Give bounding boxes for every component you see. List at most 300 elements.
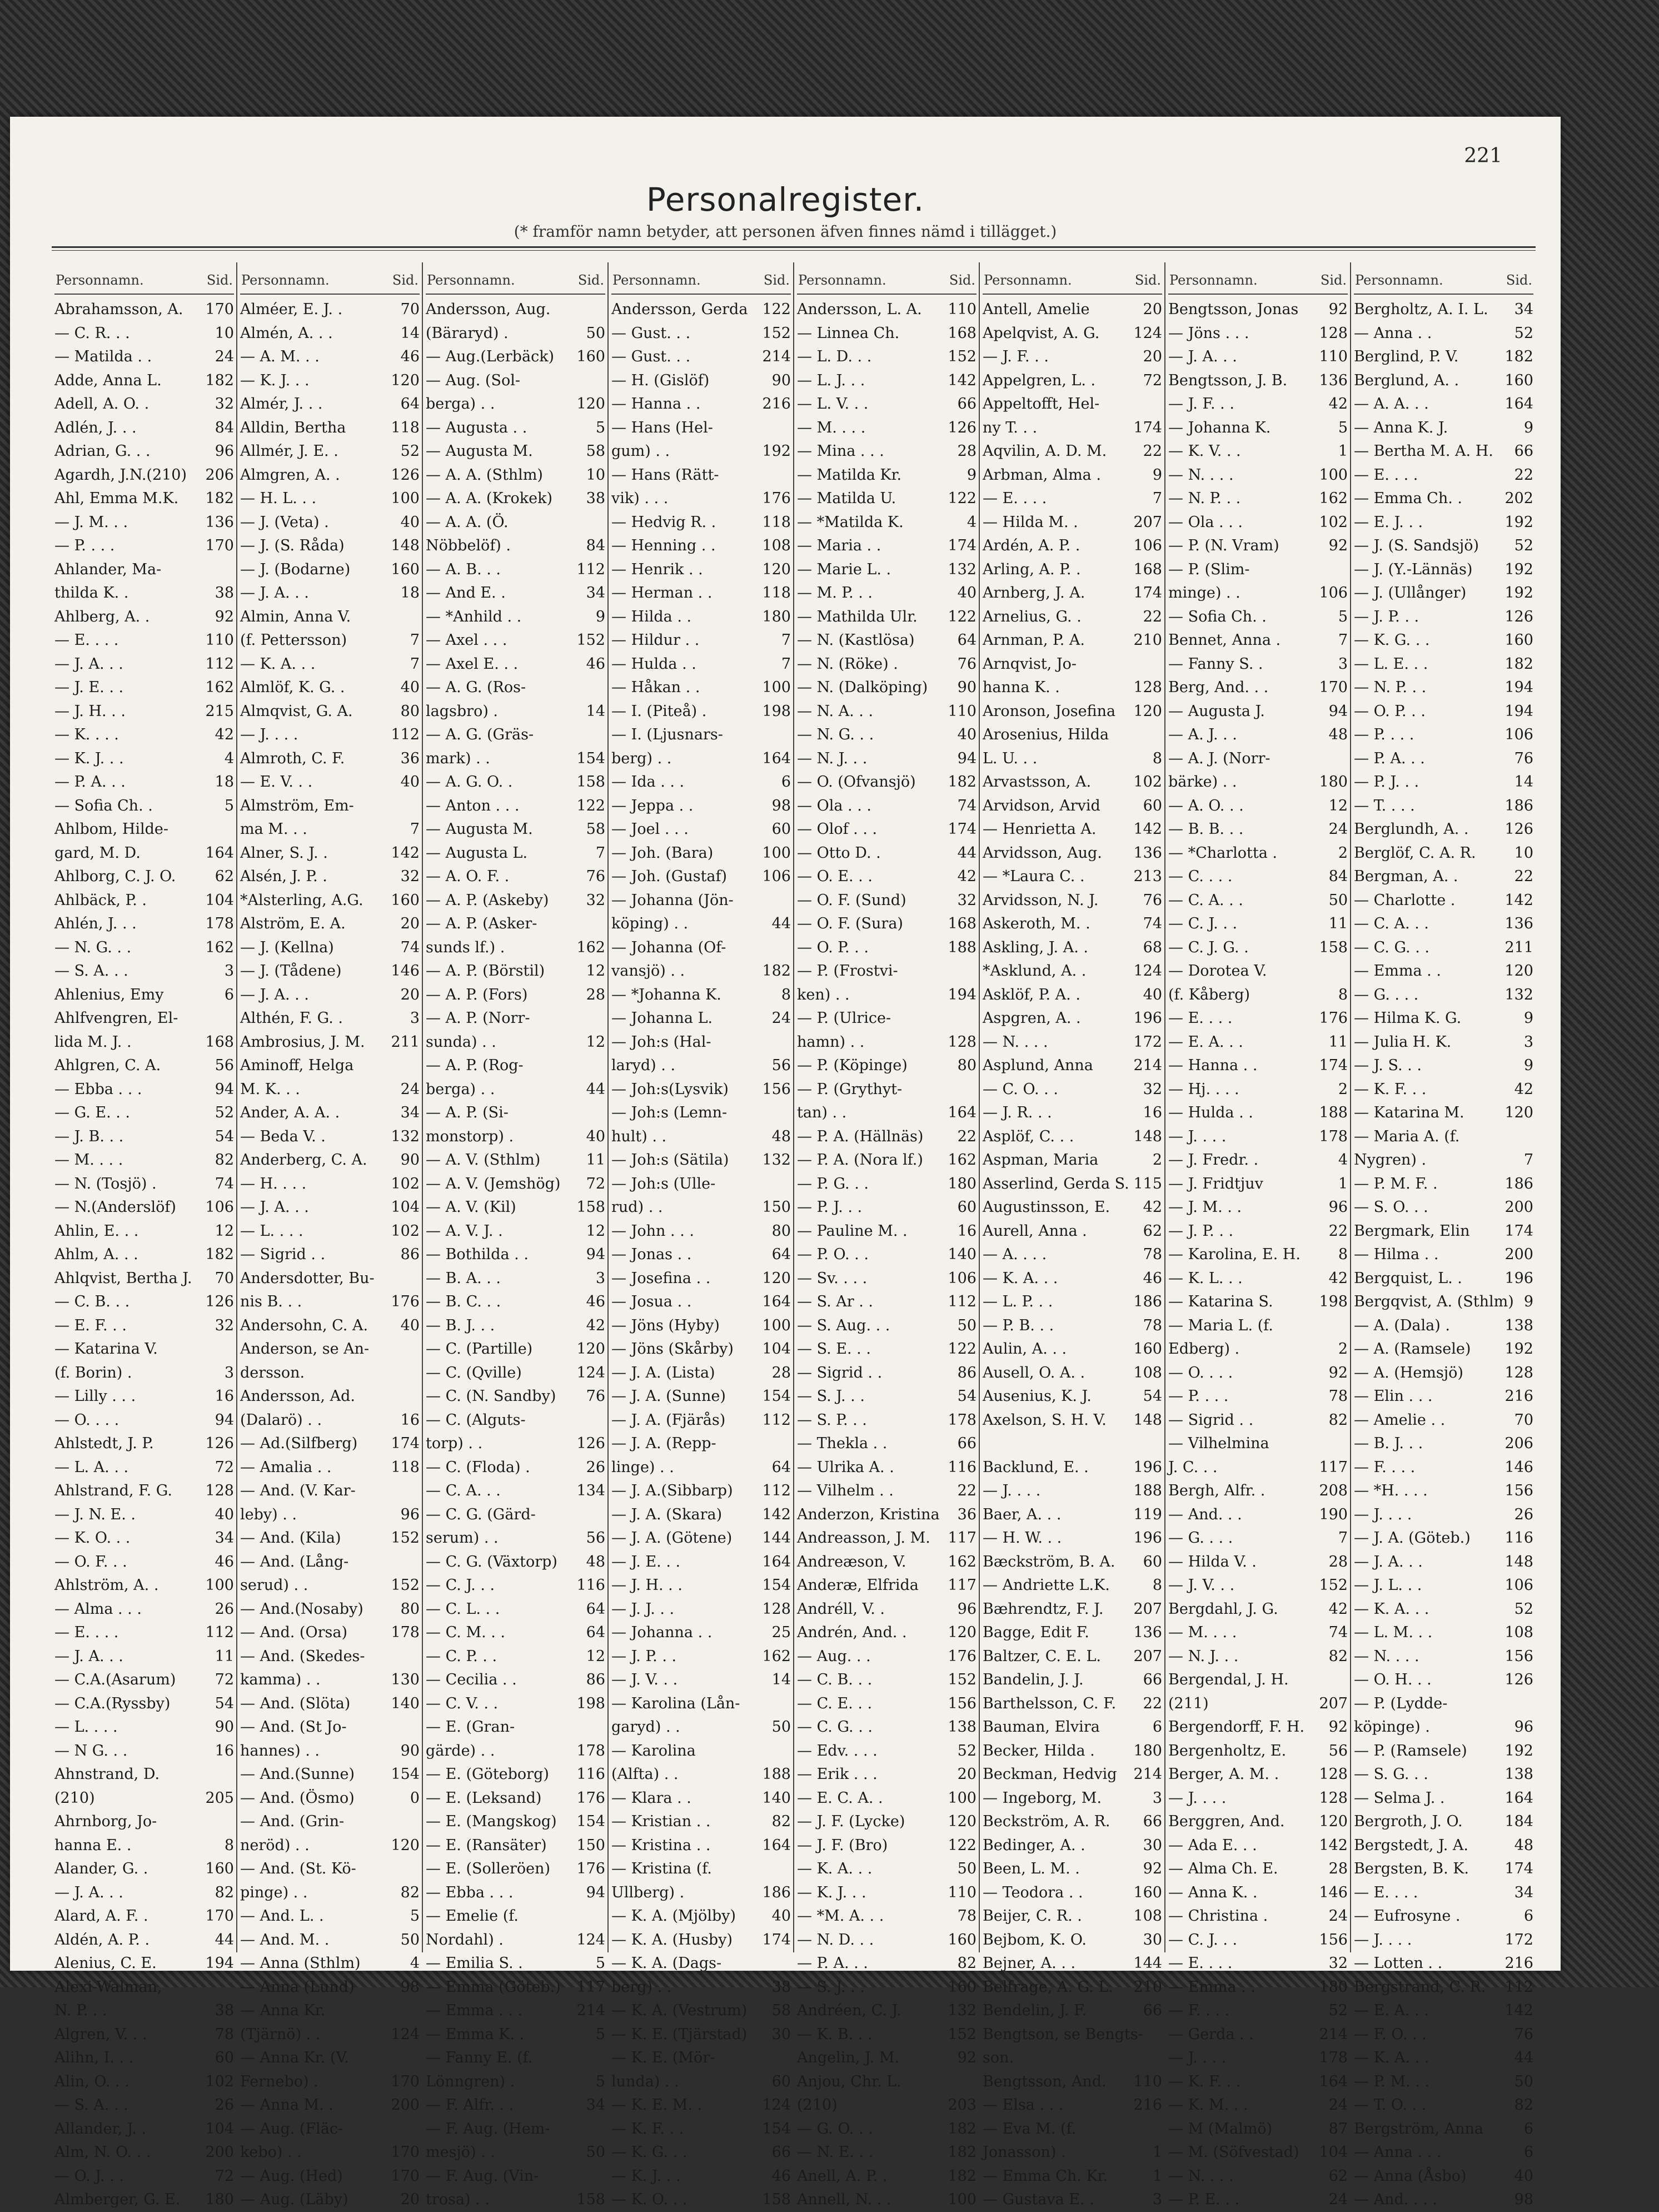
entry-name: — K. A. . . xyxy=(1354,1600,1429,1618)
register-entry xyxy=(1354,1078,1533,1102)
register-entry xyxy=(611,511,791,535)
register-entry xyxy=(240,2023,420,2047)
entry-name: Aldén, A. P. . xyxy=(54,1931,150,1948)
entry-name: — N. J. . . xyxy=(1168,1647,1239,1665)
entry-page: 94 xyxy=(215,1080,234,1098)
register-entry xyxy=(54,842,234,866)
entry-name: — K. A. . . xyxy=(797,1860,873,1877)
entry-name: — H. (Gislöf) xyxy=(611,371,710,389)
entry-name: — G. E. . . xyxy=(54,1104,130,1121)
register-entry xyxy=(797,1550,977,1574)
entry-name: — J. F. (Bro) xyxy=(797,1836,888,1854)
entry-name: *Asklund, A. . xyxy=(983,962,1087,980)
entry-name: — A. P. (Asker- xyxy=(426,915,537,932)
entry-page: 174 xyxy=(762,1931,791,1948)
register-entry xyxy=(1168,1101,1348,1125)
register-entry xyxy=(426,1267,605,1291)
register-entry xyxy=(54,1952,234,1976)
register-entry xyxy=(983,2165,1162,2189)
entry-page: 180 xyxy=(1319,773,1348,791)
register-entry xyxy=(797,1763,977,1787)
register-entry xyxy=(797,629,977,653)
entry-page: 28 xyxy=(586,986,605,1003)
entry-page: 192 xyxy=(1504,560,1533,578)
entry-name: — Emelie (f. xyxy=(426,1907,519,1925)
entry-name: — P. M. F. . xyxy=(1354,1175,1438,1192)
register-entry xyxy=(611,1007,791,1031)
entry-name: hanna E. . xyxy=(54,1836,132,1854)
entry-page: 40 xyxy=(400,773,420,791)
entry-name: — C. G. (Växtorp) xyxy=(426,1553,557,1570)
register-entry xyxy=(1354,511,1533,535)
entry-page: 46 xyxy=(1143,1269,1162,1287)
entry-page: 120 xyxy=(762,560,791,578)
register-entry xyxy=(426,1952,605,1976)
entry-page: 16 xyxy=(215,1742,234,1759)
register-entry xyxy=(240,1668,420,1692)
entry-page: 106 xyxy=(948,1269,977,1287)
entry-page: 158 xyxy=(576,1199,605,1216)
entry-page: 60 xyxy=(1143,797,1162,814)
entry-page: 18 xyxy=(215,773,234,791)
entry-name: — L. D. . . xyxy=(797,348,872,365)
entry-name: — A. P. (Si- xyxy=(426,1104,509,1121)
register-entry xyxy=(1354,1243,1533,1267)
register-entry xyxy=(983,936,1162,960)
entry-name: Appeltofft, Hel- xyxy=(983,395,1100,412)
entry-name: N. P. . . xyxy=(54,2002,107,2019)
entry-name: — C. R. . . xyxy=(54,324,130,342)
entry-name: — Fanny E. (f. xyxy=(426,2049,533,2066)
entry-name: — A. P. (Norr- xyxy=(426,1010,530,1027)
entry-page: 28 xyxy=(1328,1860,1348,1877)
entry-page: 164 xyxy=(762,749,791,767)
register-entry xyxy=(426,1928,605,1952)
register-entry xyxy=(240,1692,420,1716)
register-entry xyxy=(1168,629,1348,653)
entry-page: 216 xyxy=(1504,1388,1533,1405)
register-entry xyxy=(797,369,977,393)
entry-page: 54 xyxy=(215,1127,234,1145)
entry-page: 214 xyxy=(762,348,791,365)
entry-page: 156 xyxy=(1504,1482,1533,1499)
entry-name: Ahlqvist, Bertha J. xyxy=(54,1269,192,1287)
entry-name: — Hilda M. . xyxy=(983,513,1078,531)
entry-page: 0 xyxy=(410,1789,420,1807)
entry-page: 172 xyxy=(1504,1931,1533,1948)
register-entry xyxy=(240,1621,420,1645)
entry-page: 70 xyxy=(400,301,420,318)
entry-name: — A. J. . . xyxy=(1168,726,1237,743)
entry-name: Ander, A. A. . xyxy=(240,1104,340,1121)
entry-page: 78 xyxy=(1143,1246,1162,1263)
register-entry xyxy=(1354,464,1533,488)
entry-page: 56 xyxy=(771,1057,791,1074)
register-entry xyxy=(240,345,420,369)
entry-page: 9 xyxy=(595,608,605,625)
entry-page: 9 xyxy=(966,466,977,484)
register-entry xyxy=(1354,1290,1533,1314)
entry-name: — M. P. . . xyxy=(797,584,873,602)
register-entry xyxy=(611,1361,791,1385)
register-entry xyxy=(611,1432,791,1456)
entry-name: — J. A. (Sunne) xyxy=(611,1388,726,1405)
entry-name: — S. P. . . xyxy=(797,1411,867,1429)
entry-name: — L. J. . . xyxy=(797,371,865,389)
register-entry xyxy=(1354,1857,1533,1881)
register-entry xyxy=(611,936,791,960)
entry-page: 98 xyxy=(400,1978,420,1996)
entry-page: 26 xyxy=(586,1458,605,1476)
entry-page: 126 xyxy=(205,1293,234,1310)
entry-name: — Marie L. . xyxy=(797,560,891,578)
register-entry xyxy=(983,1007,1162,1031)
register-entry xyxy=(983,1031,1162,1055)
register-entry xyxy=(426,1007,605,1031)
entry-name: — J. A. . . xyxy=(1354,1553,1423,1570)
entry-name: — Mina . . . xyxy=(797,443,884,460)
register-entry xyxy=(54,1716,234,1739)
register-entry xyxy=(1168,581,1348,605)
entry-name: — Sofia Ch. . xyxy=(1168,608,1267,625)
entry-page: 20 xyxy=(957,1766,977,1783)
entry-page: 104 xyxy=(391,1199,420,1216)
register-entry xyxy=(797,1456,977,1480)
entry-page: 76 xyxy=(586,868,605,885)
register-entry xyxy=(797,865,977,889)
entry-name xyxy=(983,1432,988,1456)
entry-name: — J. A. . . xyxy=(240,584,309,602)
register-entry xyxy=(983,1409,1162,1433)
entry-name: — E. (Solleröen) xyxy=(426,1860,551,1877)
column-header-name: Personnamn. xyxy=(612,272,701,288)
entry-name: Arvastsson, A. xyxy=(983,773,1092,791)
register-entry xyxy=(797,1409,977,1433)
entry-page: 1 xyxy=(1152,2167,1162,2185)
entry-page: 112 xyxy=(1504,1978,1533,1996)
register-entry xyxy=(983,1999,1162,2023)
entry-page: 4 xyxy=(966,513,977,531)
entry-page: 182 xyxy=(948,2167,977,2185)
register-entry xyxy=(1354,1692,1533,1716)
entry-page: 213 xyxy=(1133,868,1162,885)
register-entry xyxy=(1354,1928,1533,1952)
register-entry xyxy=(240,2165,420,2189)
entry-name: — Erik . . . xyxy=(797,1766,878,1783)
entry-page: 86 xyxy=(586,1671,605,1688)
register-entry xyxy=(54,345,234,369)
entry-name: vik) . . . xyxy=(611,490,669,507)
register-entry xyxy=(611,2046,791,2070)
register-entry xyxy=(426,1668,605,1692)
entry-page: 124 xyxy=(576,1931,605,1948)
entry-name: — Joh:s (Ulle- xyxy=(611,1175,716,1192)
entry-name: — A. V. (Jemshög) xyxy=(426,1175,561,1192)
register-entry xyxy=(54,1857,234,1881)
register-entry xyxy=(426,676,605,700)
entry-page: 7 xyxy=(1152,490,1162,507)
entry-name: — C. A. . . xyxy=(1168,891,1243,909)
entry-name: — J. R. . . xyxy=(983,1104,1052,1121)
entry-name: — O. (Ofvansjö) xyxy=(797,773,916,791)
entry-page: 184 xyxy=(1504,1813,1533,1830)
entry-name: Anderberg, C. A. xyxy=(240,1151,367,1169)
register-entry xyxy=(426,1787,605,1811)
register-entry xyxy=(1354,1621,1533,1645)
entry-name: Bergendorff, F. H. xyxy=(1168,1718,1305,1736)
register-entry xyxy=(1168,1172,1348,1196)
column-header-name: Personnamn. xyxy=(1169,272,1258,288)
entry-name: — Hj. . . . xyxy=(1168,1080,1239,1098)
register-entry xyxy=(1354,1645,1533,1669)
entry-name: — A. A. (Krokek) xyxy=(426,490,553,507)
register-entry xyxy=(426,1999,605,2023)
register-entry xyxy=(983,1314,1162,1338)
entry-name: Bergroth, J. O. xyxy=(1354,1813,1463,1830)
register-entry xyxy=(54,1031,234,1055)
register-entry xyxy=(240,2117,420,2141)
entry-page: 5 xyxy=(224,797,234,814)
entry-page: 116 xyxy=(948,1458,977,1476)
entry-name: — E. (Gran- xyxy=(426,1718,515,1736)
entry-page: 164 xyxy=(1319,2072,1348,2090)
entry-page: 22 xyxy=(957,1127,977,1145)
entry-page: 5 xyxy=(1338,608,1348,625)
register-entry xyxy=(611,1621,791,1645)
register-entry xyxy=(611,1668,791,1692)
register-entry xyxy=(1354,1361,1533,1385)
entry-name: — K. J. . . xyxy=(54,749,124,767)
register-entry xyxy=(54,298,234,322)
entry-page: 148 xyxy=(1133,1127,1162,1145)
register-entry xyxy=(611,322,791,346)
register-entry xyxy=(1354,1763,1533,1787)
entry-name: — Maria . . xyxy=(797,537,881,554)
entry-name: — N. A. . . xyxy=(797,702,874,720)
entry-page: 178 xyxy=(1319,2049,1348,2066)
register-entry xyxy=(797,676,977,700)
entry-name: hult) . . xyxy=(611,1127,667,1145)
entry-page: 214 xyxy=(576,2002,605,2019)
entry-name: (210) xyxy=(54,1789,95,1807)
register-entry xyxy=(240,1338,420,1361)
entry-name: — S. J. . . xyxy=(797,1978,865,1996)
entry-name: — Sigrid . . xyxy=(1168,1411,1254,1429)
entry-name: — Johanna . . xyxy=(611,1624,713,1641)
entry-name: — N. (Tosjö) . xyxy=(54,1175,157,1192)
register-entry xyxy=(983,605,1162,629)
entry-page: 28 xyxy=(957,443,977,460)
column-header-name: Personnamn. xyxy=(427,272,515,288)
entry-name: — N. . . . xyxy=(1354,1647,1419,1665)
entry-page: 120 xyxy=(762,1269,791,1287)
column-header-page: Sid. xyxy=(1506,272,1532,288)
entry-page: 106 xyxy=(1133,537,1162,554)
entry-page: 172 xyxy=(1133,1033,1162,1051)
entry-name: — M. . . . xyxy=(797,419,866,436)
register-entry xyxy=(983,1503,1162,1527)
register-entry xyxy=(1354,1338,1533,1361)
entry-page: 210 xyxy=(1133,632,1162,649)
register-entry xyxy=(611,2165,791,2189)
register-entry xyxy=(54,1787,234,1811)
entry-name: ma M. . . xyxy=(240,821,307,838)
entry-page: 142 xyxy=(1319,1836,1348,1854)
register-entry xyxy=(240,581,420,605)
entry-name: — C. P. . . xyxy=(426,1647,497,1665)
register-entry xyxy=(1168,1125,1348,1149)
register-entry xyxy=(1354,1031,1533,1055)
page-title: Personalregister. xyxy=(646,181,925,218)
register-entry xyxy=(611,1857,791,1881)
entry-name: minge) . . xyxy=(1168,584,1240,602)
entry-page: 206 xyxy=(205,466,234,484)
entry-page: 9 xyxy=(1523,1057,1533,1074)
register-entry xyxy=(1168,1668,1348,1692)
register-entry xyxy=(983,865,1162,889)
entry-name: — J. P. . . xyxy=(1354,608,1419,625)
entry-page: 160 xyxy=(391,560,420,578)
entry-name: — Anna K. J. xyxy=(1354,419,1448,436)
register-entry xyxy=(797,818,977,842)
entry-page: 142 xyxy=(1504,891,1533,909)
entry-page: 70 xyxy=(215,1269,234,1287)
entry-name: Belfrage, A. G. L. xyxy=(983,1978,1113,1996)
entry-name: Almström, Em- xyxy=(240,797,354,814)
entry-page: 50 xyxy=(771,1718,791,1736)
register-entry xyxy=(797,1976,977,2000)
register-entry xyxy=(797,1952,977,1976)
entry-name: — Ola . . . xyxy=(797,797,871,814)
entry-name: — C. . . . xyxy=(1168,868,1233,885)
entry-name: — Anna . . . xyxy=(1354,2144,1442,2161)
register-entry xyxy=(54,1007,234,1031)
register-entry xyxy=(1354,1125,1533,1149)
entry-page: 214 xyxy=(1319,2025,1348,2043)
entry-name: — J. . . . xyxy=(240,726,298,743)
register-entry xyxy=(797,2046,977,2070)
register-entry xyxy=(54,440,234,464)
register-entry xyxy=(1354,1385,1533,1409)
entry-name: lida M. J. . xyxy=(54,1033,132,1051)
entry-name: Bergh, Alfr. . xyxy=(1168,1482,1266,1499)
entry-name: Berger, A. M. . xyxy=(1168,1766,1279,1783)
entry-name: — C. A. . . xyxy=(1354,915,1429,932)
entry-name: — C. (Alguts- xyxy=(426,1411,526,1429)
entry-page: 44 xyxy=(957,844,977,862)
register-entry xyxy=(797,842,977,866)
entry-page: 176 xyxy=(762,490,791,507)
register-entry xyxy=(240,1196,420,1220)
register-entry xyxy=(1168,1928,1348,1952)
entry-page: 24 xyxy=(1328,821,1348,838)
register-entry xyxy=(983,1290,1162,1314)
register-entry xyxy=(1168,345,1348,369)
entry-page: 1 xyxy=(1338,443,1348,460)
entry-name: Arbman, Alma . xyxy=(983,466,1101,484)
entry-name: Adlén, J. . . xyxy=(54,419,137,436)
entry-page: 74 xyxy=(1328,1624,1348,1641)
entry-name: — J. (Tådene) xyxy=(240,962,342,980)
register-entry xyxy=(426,2141,605,2165)
entry-name: — Jöns (Hyby) xyxy=(611,1316,720,1334)
entry-page: 80 xyxy=(400,1600,420,1618)
entry-name: — Henning . . xyxy=(611,537,716,554)
register-entry xyxy=(1354,487,1533,511)
register-entry xyxy=(1354,345,1533,369)
register-entry xyxy=(54,1503,234,1527)
entry-page: 168 xyxy=(205,1033,234,1051)
entry-page: 208 xyxy=(1319,1482,1348,1499)
entry-name: — N. . . . xyxy=(983,1033,1048,1051)
column-header-name: Personnamn. xyxy=(798,272,886,288)
entry-page: 26 xyxy=(1514,1505,1533,1523)
register-entry xyxy=(54,1928,234,1952)
register-entry xyxy=(983,1267,1162,1291)
entry-page: 160 xyxy=(1133,1883,1162,1901)
entry-page: 14 xyxy=(586,702,605,720)
register-entry xyxy=(1168,1314,1348,1338)
entry-name: Axelson, S. H. V. xyxy=(983,1411,1107,1429)
entry-name: köpinge) . xyxy=(1354,1718,1430,1736)
register-entry xyxy=(240,700,420,724)
entry-name: — Lilly . . . xyxy=(54,1388,136,1405)
entry-page: 3 xyxy=(1152,1789,1162,1807)
register-entry xyxy=(983,369,1162,393)
entry-page: 182 xyxy=(205,490,234,507)
entry-name: — S. Ar . . xyxy=(797,1293,874,1310)
entry-name: Allander, J. . xyxy=(54,2120,147,2138)
register-entry xyxy=(611,912,791,936)
entry-name: — Dorotea V. xyxy=(1168,962,1267,980)
entry-name: — O. . . . xyxy=(1168,1364,1233,1381)
register-entry xyxy=(1168,1574,1348,1598)
entry-page: 138 xyxy=(948,1718,977,1736)
register-entry xyxy=(426,558,605,582)
register-entry xyxy=(426,1338,605,1361)
entry-page: 162 xyxy=(576,938,605,956)
entry-page: 44 xyxy=(771,915,791,932)
register-entry xyxy=(54,1149,234,1172)
register-entry xyxy=(611,369,791,393)
entry-page: 11 xyxy=(1328,915,1348,932)
register-entry xyxy=(797,1196,977,1220)
register-entry xyxy=(797,747,977,771)
entry-page: 192 xyxy=(762,443,791,460)
register-entry xyxy=(426,345,605,369)
entry-page: 180 xyxy=(205,2191,234,2208)
entry-page: 162 xyxy=(205,679,234,696)
entry-name: Beckman, Hedvig xyxy=(983,1766,1117,1783)
register-entry xyxy=(797,1267,977,1291)
entry-page: 170 xyxy=(205,301,234,318)
entry-name: Bergström, Anna xyxy=(1354,2120,1484,2138)
entry-page: 78 xyxy=(1143,1316,1162,1334)
register-entry xyxy=(1354,298,1533,322)
entry-page: 38 xyxy=(215,2002,234,2019)
entry-name: — K. A. . . xyxy=(983,1269,1058,1287)
entry-name: *Alsterling, A.G. xyxy=(240,891,363,909)
entry-page: 48 xyxy=(771,1127,791,1145)
register-entry xyxy=(426,912,605,936)
entry-page: 4 xyxy=(1338,1151,1348,1169)
entry-name: Anell, A. P. . xyxy=(797,2167,888,2185)
register-entry xyxy=(983,1976,1162,2000)
entry-name: — Karolina (Lån- xyxy=(611,1694,740,1712)
register-entry xyxy=(611,1881,791,1905)
register-entry xyxy=(983,771,1162,794)
register-entry xyxy=(426,936,605,960)
